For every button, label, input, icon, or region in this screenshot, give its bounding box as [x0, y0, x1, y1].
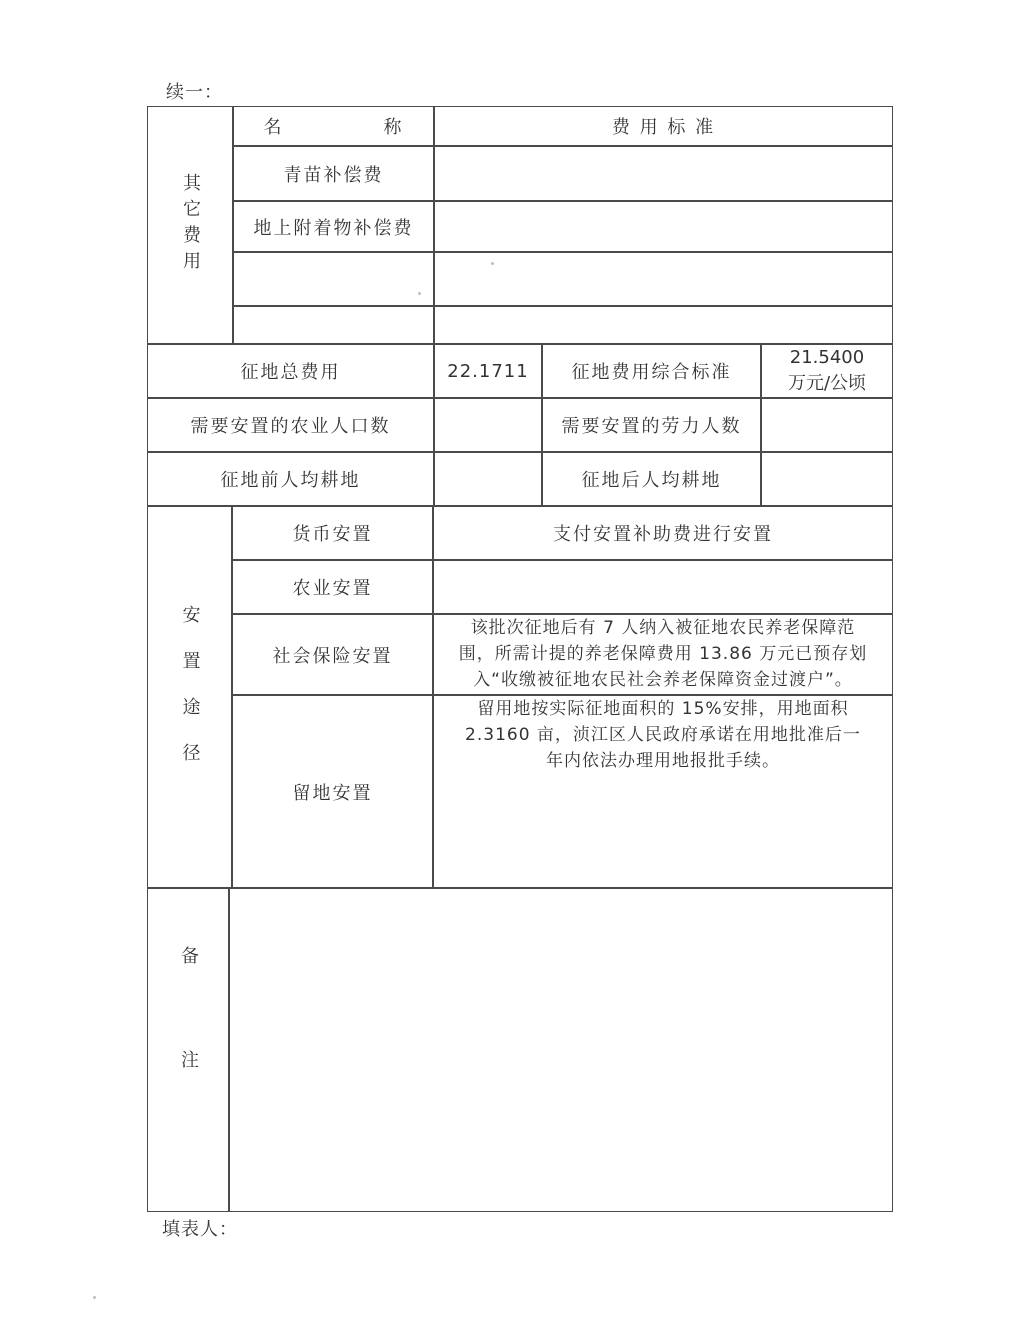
form-filler-label: 填表人： [162, 1219, 238, 1240]
fee-name-cell: 青苗补偿费 [233, 146, 434, 201]
resettlement-detail-line: 入“收缴被征地农民社会养老保障资金过渡户”。 [473, 670, 853, 690]
after-farmland-value [761, 452, 893, 506]
resettlement-detail-cell: 支付安置补助费进行安置 [433, 506, 893, 560]
composite-standard-unit: 万元/公顷 [787, 373, 867, 394]
scan-dot [491, 262, 494, 265]
labor-count-label: 需要安置的劳力人数 [542, 398, 761, 452]
composite-standard-value [761, 344, 893, 398]
scan-dot [418, 292, 421, 295]
fee-name-cell: 地上附着物补偿费 [233, 201, 434, 252]
remarks-content [229, 888, 893, 1212]
total-fee-label: 征地总费用 [147, 344, 434, 398]
resettlement-detail-cell [433, 614, 893, 695]
fee-standard-cell [434, 306, 893, 344]
resettlement-method-cell: 社会保险安置 [232, 614, 433, 695]
agricultural-population-value [434, 398, 542, 452]
total-fee-value: 22.1711 [434, 344, 542, 398]
other-fees-section-label: 其它费用 [147, 106, 233, 344]
standard-column-header: 费 用 标 准 [434, 106, 893, 146]
labor-count-value [761, 398, 893, 452]
resettlement-method-cell: 农业安置 [232, 560, 433, 614]
composite-standard-number: 21.5400 [789, 347, 865, 368]
after-farmland-label: 征地后人均耕地 [542, 452, 761, 506]
fee-name-cell [233, 252, 434, 306]
fee-standard-cell [434, 146, 893, 201]
fee-standard-cell [434, 252, 893, 306]
scan-dot [93, 1296, 96, 1299]
resettlement-detail-line: 该批次征地后有 7 人纳入被征地农民养老保障范 [470, 618, 856, 638]
resettlement-method-cell: 货币安置 [232, 506, 433, 560]
resettlement-detail-cell [433, 695, 893, 888]
resettlement-method-cell: 留地安置 [232, 695, 433, 888]
resettlement-detail-line: 围，所需计提的养老保障费用 13.86 万元已预存划 [458, 644, 868, 664]
resettlement-detail-cell [433, 560, 893, 614]
before-farmland-label: 征地前人均耕地 [147, 452, 434, 506]
before-farmland-value [434, 452, 542, 506]
agricultural-population-label: 需要安置的农业人口数 [147, 398, 434, 452]
resettlement-detail-line: 留用地按实际征地面积的 15%安排，用地面积 [477, 699, 849, 719]
name-column-header: 名 称 [233, 106, 434, 146]
resettlement-section-label: 安置途径 [147, 506, 232, 888]
fee-name-cell [233, 306, 434, 344]
resettlement-detail-line: 年内依法办理用地报批手续。 [546, 751, 780, 771]
resettlement-detail-line: 2.3160 亩，浈江区人民政府承诺在用地批准后一 [465, 725, 861, 745]
continuation-label: 续一： [166, 82, 223, 103]
composite-standard-label: 征地费用综合标准 [542, 344, 761, 398]
remarks-label: 备注 [147, 888, 229, 1212]
fee-standard-cell [434, 201, 893, 252]
